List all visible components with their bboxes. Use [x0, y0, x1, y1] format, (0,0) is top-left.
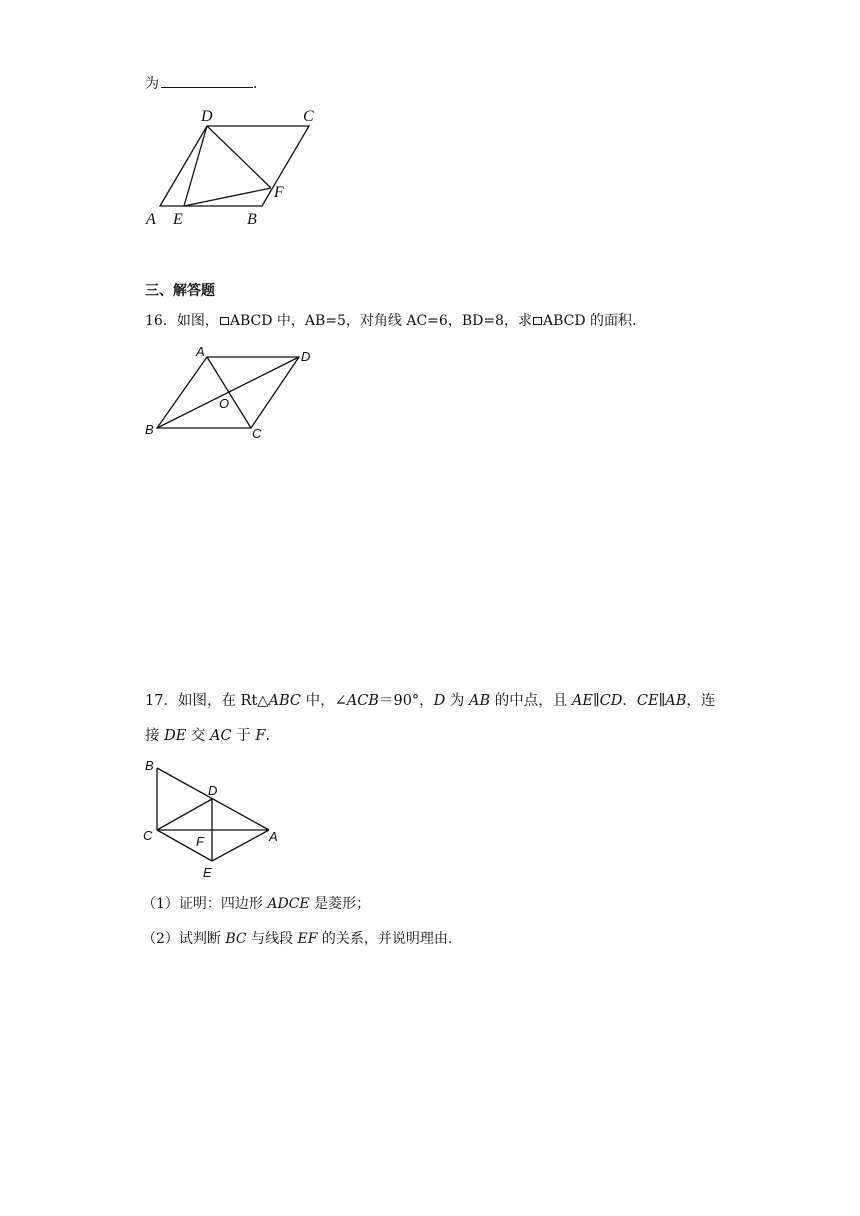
q17-text: 为	[445, 693, 470, 709]
q17-math: AB	[469, 693, 491, 709]
q17-text: ∥	[592, 693, 600, 709]
q17-text: （2）试判断	[142, 931, 226, 947]
q16-number: 16．	[145, 313, 177, 329]
q17-math: AC	[210, 728, 232, 744]
q17-math: ABC	[268, 693, 301, 709]
q17-text: ，连	[686, 693, 716, 709]
q17-text: 与线段	[246, 931, 298, 947]
q17-math: AB	[665, 693, 687, 709]
fig15-label-d: D	[201, 108, 213, 125]
fig16-label-a: A	[196, 344, 205, 359]
fig15-label-a: A	[146, 211, 156, 228]
q17-text: 接	[145, 728, 165, 744]
fig16-label-d: D	[301, 349, 311, 364]
fig15-label-f: F	[274, 184, 284, 201]
fig17-segment-cd	[157, 799, 212, 830]
q17-text: ．	[622, 693, 637, 709]
q17-math: F	[255, 728, 266, 744]
q17-text: 是菱形；	[309, 896, 371, 912]
q17-math: BC	[225, 931, 247, 947]
fig15-label-c: C	[303, 108, 314, 125]
fig17-segment-ea	[212, 830, 269, 861]
fig15-label-e: E	[173, 211, 183, 228]
q17-number: 17．	[145, 693, 178, 709]
fig16-label-b: B	[145, 422, 154, 437]
fig16-label-o: O	[219, 396, 230, 411]
fig16-label-c: C	[252, 426, 262, 441]
q17-text: 中，∠	[300, 693, 347, 709]
q17-math: CD	[599, 693, 623, 709]
q17-text: 的关系，并说明理由.	[317, 931, 453, 947]
q17-math: CE	[636, 693, 659, 709]
q17-math: AE	[571, 693, 593, 709]
q17-math: DE	[164, 728, 187, 744]
q17-text: ∥	[658, 693, 666, 709]
q17-text: .	[265, 728, 271, 744]
q16-text-1: 如图，	[176, 313, 219, 329]
q17-math: ADCE	[267, 896, 310, 912]
q17-math: EF	[297, 931, 318, 947]
q17-text: 如图，在 Rt△	[177, 693, 269, 709]
fig17-label-b: B	[145, 758, 154, 773]
q16-text-2: ABCD 中，AB=5，对角线 AC=6，BD=8，求	[229, 313, 532, 329]
q16-text-3: ABCD 的面积.	[542, 313, 637, 329]
q17-text: （1）证明：四边形	[142, 896, 268, 912]
fig17-label-c: C	[143, 828, 153, 843]
section-title: 三、解答题	[145, 283, 215, 299]
q17-math: D	[433, 693, 446, 709]
q17-part-1	[142, 894, 370, 914]
q17-text: 的中点，且	[490, 693, 572, 709]
fig17-label-d: D	[208, 783, 218, 798]
q15-suffix: .	[253, 76, 258, 92]
fig17-label-a: A	[269, 829, 278, 844]
q17-part-2	[142, 929, 452, 949]
fig17-label-e: E	[203, 865, 212, 880]
fig17-label-f: F	[196, 834, 204, 849]
q15-prefix: 为	[145, 76, 159, 92]
fig15-label-b: B	[247, 211, 257, 228]
q17-text: ＝90°，	[378, 693, 434, 709]
q17-text: 于	[231, 728, 256, 744]
q17-text: 交	[186, 728, 211, 744]
q17-math: ACB	[346, 693, 379, 709]
